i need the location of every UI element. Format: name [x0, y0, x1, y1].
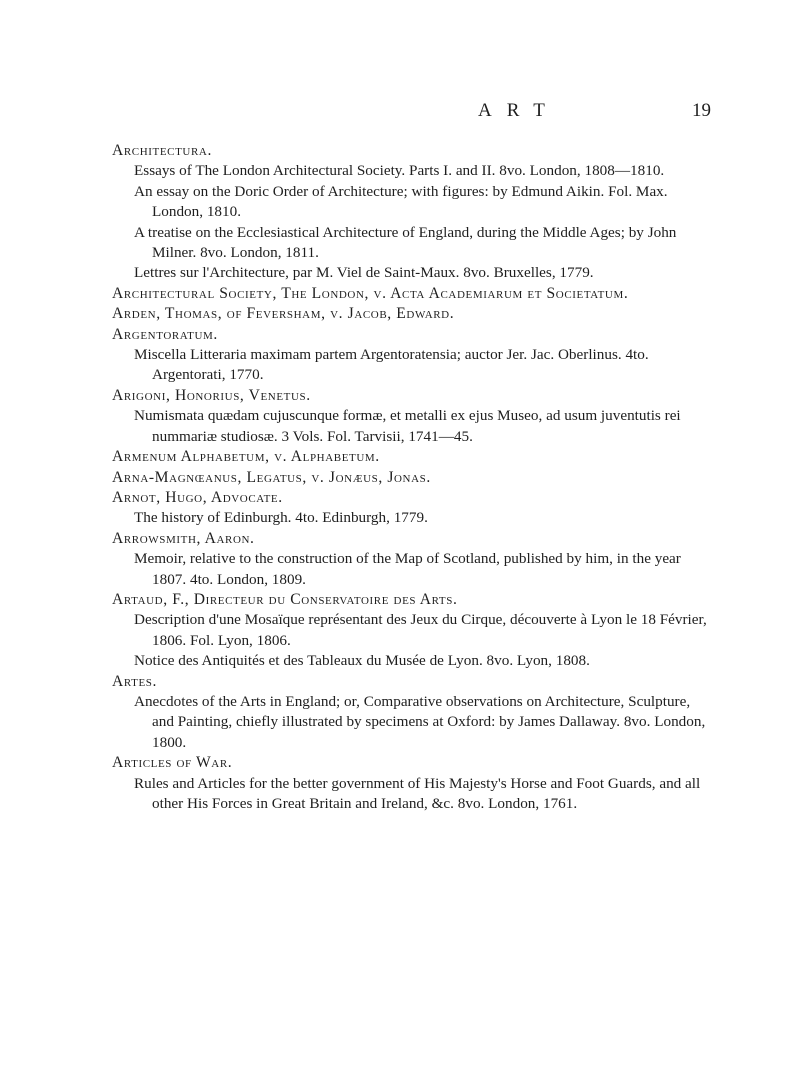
running-title: ART — [478, 100, 560, 121]
entry-heading: Arna-Magnœanus, Legatus, v. Jonæus, Jonas. — [112, 468, 431, 486]
entry-citation: Memoir, relative to the construction of the Map of Scotland, published by him, in the year 1807. 4to. London, 1809. — [134, 550, 681, 588]
entry-citation: A treatise on the Ecclesiastical Architecture of England, during the Middle Ages; by John Milner. 8vo. London, 1811. — [134, 223, 677, 262]
entry-citation: Anecdotes of the Arts in England; or, Comparative observations on Architecture, Sculpture, and Painting, chiefly illustrated by specimens at Oxford: by James Dallaway. 8vo. London, 1800. — [134, 692, 706, 751]
entry-citation: Essays of The London Architectural Society. Parts I. and II. 8vo. London, 1808—1810. — [134, 162, 665, 180]
entry-citation: The history of Edinburgh. 4to. Edinburgh, 1779. — [134, 509, 428, 527]
entry-citation: Description d'une Mosaïque représentant des Jeux du Cirque, découverte à Lyon le 18 Février, 1806. Fol. Lyon, 1806. — [134, 611, 707, 649]
entry-heading: Arigoni, Honorius, Venetus. — [112, 386, 311, 404]
entry-citation: Numismata quædam cujuscunque formæ, et metalli ex ejus Museo, ad usum juventutis rei nummariæ studiosæ. 3 Vols. Fol. Tarvisii, 1741—45. — [134, 407, 681, 445]
entry-heading: Artaud, F., Directeur du Conservatoire des Arts. — [112, 590, 458, 608]
entry-citation: Rules and Articles for the better government of His Majesty's Horse and Foot Guards, and all other His Forces in Great Britain and Ireland, &c. 8vo. London, 1761. — [134, 774, 701, 812]
entry-heading: Articles of War. — [112, 754, 233, 772]
entry-heading: Armenum Alphabetum, v. Alphabetum. — [112, 448, 380, 466]
entry-heading: Arnot, Hugo, Advocate. — [112, 488, 283, 506]
catalogue-entries — [112, 141, 712, 814]
entry-citation: Notice des Antiquités et des Tableaux du Musée de Lyon. 8vo. Lyon, 1808. — [134, 652, 590, 670]
entry-heading: Architectura. — [112, 142, 212, 159]
entry-heading: Architectural Society, The London, v. Acta Academiarum et Societatum. — [112, 284, 629, 302]
page-number: 19 — [692, 100, 711, 121]
running-head — [0, 100, 800, 126]
entry-citation: Lettres sur l'Architecture, par M. Viel de Saint-Maux. 8vo. Bruxelles, 1779. — [134, 264, 594, 282]
entry-heading: Arrowsmith, Aaron. — [112, 529, 255, 547]
entry-citation: Miscella Litteraria maximam partem Argentoratensia; auctor Jer. Jac. Oberlinus. 4to. Argentorati, 1770. — [134, 346, 649, 384]
entry-heading: Arden, Thomas, of Feversham, v. Jacob, Edward. — [112, 305, 455, 323]
entry-heading: Argentoratum. — [112, 325, 218, 343]
entry-heading: Artes. — [112, 672, 157, 690]
entry-citation: An essay on the Doric Order of Architecture; with figures: by Edmund Aikin. Fol. Max. London, 1810. — [134, 182, 668, 221]
